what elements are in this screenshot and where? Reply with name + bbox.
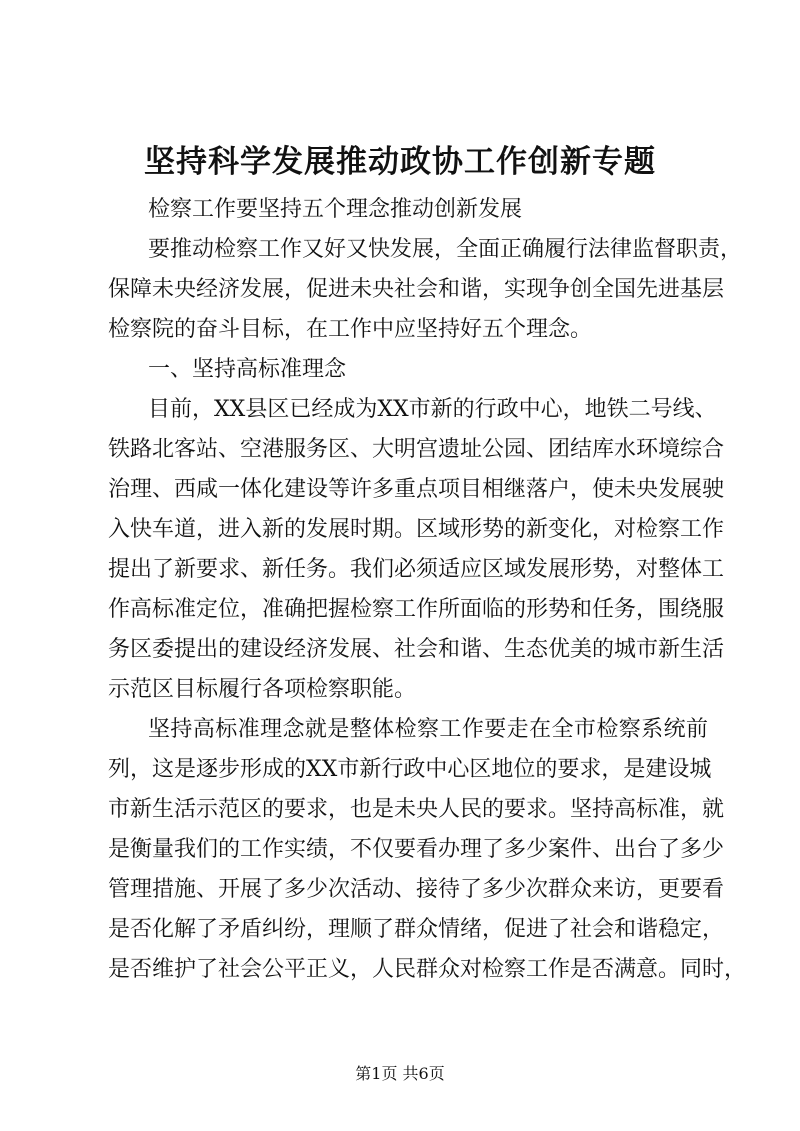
paragraph-line: 入快车道，进入新的发展时期。区域形势的新变化，对检察工作	[108, 517, 725, 542]
document-subtitle: 检察工作要坚持五个理念推动创新发展	[148, 197, 523, 222]
paragraph-line: 务区委提出的建设经济发展、社会和谐、生态优美的城市新生活	[108, 637, 725, 662]
section-heading: 一、坚持高标准理念	[148, 357, 347, 382]
paragraph-line: 示范区目标履行各项检察职能。	[108, 677, 417, 702]
paragraph-line: 保障未央经济发展，促进未央社会和谐，实现争创全国先进基层	[108, 277, 725, 302]
paragraph-line: 是否维护了社会公平正义，人民群众对检察工作是否满意。同时，	[108, 957, 747, 982]
paragraph-line: 治理、西咸一体化建设等许多重点项目相继落户，使未央发展驶	[108, 477, 725, 502]
paragraph-line: 列，这是逐步形成的XX市新行政中心区地位的要求，是建设城	[108, 757, 712, 782]
paragraph-2	[108, 390, 725, 710]
paragraph-line: 检察院的奋斗目标，在工作中应坚持好五个理念。	[108, 317, 593, 342]
paragraph-3	[108, 710, 747, 990]
document-title: 坚持科学发展推动政协工作创新专题	[144, 144, 656, 180]
paragraph-line: 提出了新要求、新任务。我们必须适应区域发展形势，对整体工	[108, 557, 725, 582]
paragraph-1	[108, 230, 743, 350]
paragraph-line: 坚持高标准理念就是整体检察工作要走在全市检察系统前	[148, 717, 708, 742]
paragraph-line: 要推动检察工作又好又快发展，全面正确履行法律监督职责，	[148, 237, 743, 262]
paragraph-line: 市新生活示范区的要求，也是未央人民的要求。坚持高标准，就	[108, 797, 725, 822]
paragraph-line: 管理措施、开展了多少次活动、接待了多少次群众来访，更要看	[108, 877, 725, 902]
page-number-footer: 第1页 共6页	[355, 1064, 445, 1083]
paragraph-line: 铁路北客站、空港服务区、大明宫遗址公园、团结库水环境综合	[108, 437, 725, 462]
paragraph-line: 是否化解了矛盾纠纷，理顺了群众情绪，促进了社会和谐稳定，	[108, 917, 725, 942]
paragraph-line: 作高标准定位，准确把握检察工作所面临的形势和任务，围绕服	[108, 597, 725, 622]
paragraph-line: 目前，XX县区已经成为XX市新的行政中心，地铁二号线、	[148, 397, 717, 422]
paragraph-line: 是衡量我们的工作实绩，不仅要看办理了多少案件、出台了多少	[108, 837, 725, 862]
